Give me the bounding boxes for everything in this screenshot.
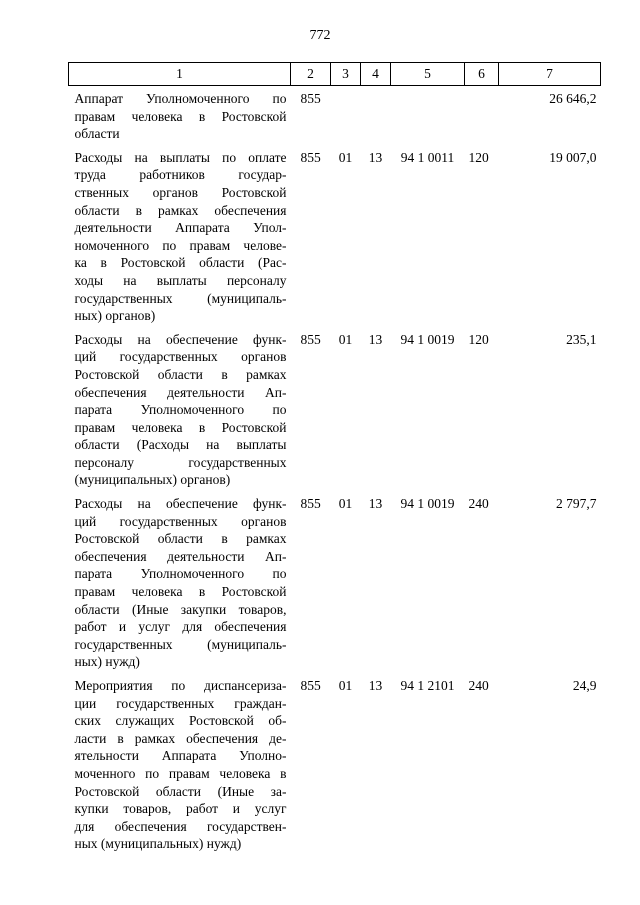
description-line: обеспечения деятельности Ап-	[74, 548, 287, 564]
cell-subsection: 13	[368, 331, 383, 347]
cell-section: 01	[338, 331, 353, 347]
cell-subsection: 13	[368, 496, 383, 512]
description-line: парата Уполномоченного по	[74, 566, 287, 582]
description-line: парата Уполномоченного по	[74, 402, 287, 418]
table-row	[69, 145, 601, 327]
description-line: правам человека в Ростовской	[74, 584, 287, 600]
cell-subsection	[361, 86, 391, 145]
cell-code: 855	[300, 331, 321, 347]
description-line: Расходы на обеспечение функ-	[74, 331, 287, 347]
cell-expense-type: 240	[468, 678, 489, 693]
cell-amount: 26 646,2	[549, 91, 597, 106]
description-line: персоналу государственных	[74, 454, 287, 470]
cell-target-article: 94 1 0019	[400, 331, 455, 347]
description-line: купки товаров, работ и услуг	[74, 801, 287, 817]
description-line: ных (муниципальных) нужд)	[74, 836, 242, 852]
description-line: труда работников государ-	[74, 167, 287, 183]
description-line: (муниципальных) органов)	[74, 472, 231, 488]
description-line: Расходы на выплаты по оплате	[74, 149, 287, 165]
column-header-6: 6	[465, 63, 499, 86]
row-description	[69, 86, 291, 145]
description-line: ции государственных граждан-	[74, 695, 287, 711]
description-line: государственных (муниципаль-	[74, 636, 287, 652]
description-line: правам человека в Ростовской	[74, 108, 287, 124]
description-line: моченного по правам человека в	[74, 765, 287, 781]
column-header-3: 3	[331, 63, 361, 86]
description-line: ций государственных органов	[74, 349, 287, 365]
row-description	[69, 327, 291, 491]
description-line: для обеспечения государствен-	[74, 818, 287, 834]
cell-section	[331, 86, 361, 145]
cell-amount: 19 007,0	[549, 149, 597, 165]
cell-target-article	[391, 86, 465, 145]
table-header	[69, 63, 601, 86]
cell-target-article: 94 1 2101	[400, 678, 455, 693]
description-line: ятельности Аппарата Уполно-	[74, 748, 287, 764]
row-description	[69, 491, 291, 673]
cell-section: 01	[338, 496, 353, 512]
table-row	[69, 491, 601, 673]
description-line: ственных органов Ростовской	[74, 184, 287, 200]
description-line: Мероприятия по диспансериза-	[74, 678, 287, 693]
cell-code: 855	[300, 496, 321, 512]
table-row	[69, 86, 601, 145]
description-line: области	[74, 126, 120, 142]
description-line: ций государственных органов	[74, 513, 287, 529]
description-line: правам человека в Ростовской	[74, 419, 287, 435]
description-line: ных) нужд)	[74, 654, 140, 670]
cell-expense-type: 120	[468, 331, 489, 347]
description-line: Расходы на обеспечение функ-	[74, 496, 287, 512]
table-row	[69, 673, 601, 855]
description-line: обеспечения деятельности Ап-	[74, 384, 287, 400]
cell-amount: 2 797,7	[556, 496, 597, 512]
column-header-7: 7	[499, 63, 601, 86]
description-line: деятельности Аппарата Упол-	[74, 220, 287, 236]
cell-target-article: 94 1 0011	[400, 149, 455, 165]
row-description	[69, 145, 291, 327]
description-line: ходы на выплаты персоналу	[74, 272, 287, 288]
page-number: 772	[309, 28, 331, 43]
description-line: ных) органов)	[74, 308, 156, 324]
description-line: работ и услуг для обеспечения	[74, 619, 287, 635]
cell-code: 855	[300, 149, 321, 165]
description-line: области в рамках обеспечения	[74, 202, 287, 218]
table-body	[69, 86, 601, 855]
description-line: ка в Ростовской области (Рас-	[74, 255, 287, 271]
description-line: Ростовской области в рамках	[74, 366, 287, 382]
cell-expense-type	[465, 86, 499, 145]
budget-table	[68, 62, 601, 855]
cell-expense-type: 240	[468, 496, 489, 512]
description-line: государственных (муниципаль-	[74, 290, 287, 306]
column-header-1: 1	[69, 63, 291, 86]
table-row	[69, 327, 601, 491]
column-header-4: 4	[361, 63, 391, 86]
cell-expense-type: 120	[468, 149, 489, 165]
description-line: Ростовской области в рамках	[74, 531, 287, 547]
cell-code: 855	[300, 678, 321, 693]
cell-subsection: 13	[368, 149, 383, 165]
cell-code: 855	[300, 91, 321, 106]
description-line: области (Иные закупки товаров,	[74, 601, 287, 617]
cell-target-article: 94 1 0019	[400, 496, 455, 512]
description-line: ских служащих Ростовской об-	[74, 713, 287, 729]
description-line: Аппарат Уполномоченного по	[74, 91, 287, 106]
cell-amount: 235,1	[566, 331, 597, 347]
description-line: Ростовской области (Иные за-	[74, 783, 287, 799]
description-line: области (Расходы на выплаты	[74, 437, 287, 453]
cell-subsection: 13	[368, 678, 383, 693]
cell-amount: 24,9	[572, 678, 597, 693]
cell-section: 01	[338, 678, 353, 693]
description-line: ласти в рамках обеспечения де-	[74, 730, 287, 746]
column-header-5: 5	[391, 63, 465, 86]
column-header-2: 2	[291, 63, 331, 86]
header-row	[69, 63, 601, 86]
row-description	[69, 673, 291, 855]
description-line: номоченного по правам челове-	[74, 237, 287, 253]
cell-section: 01	[338, 149, 353, 165]
